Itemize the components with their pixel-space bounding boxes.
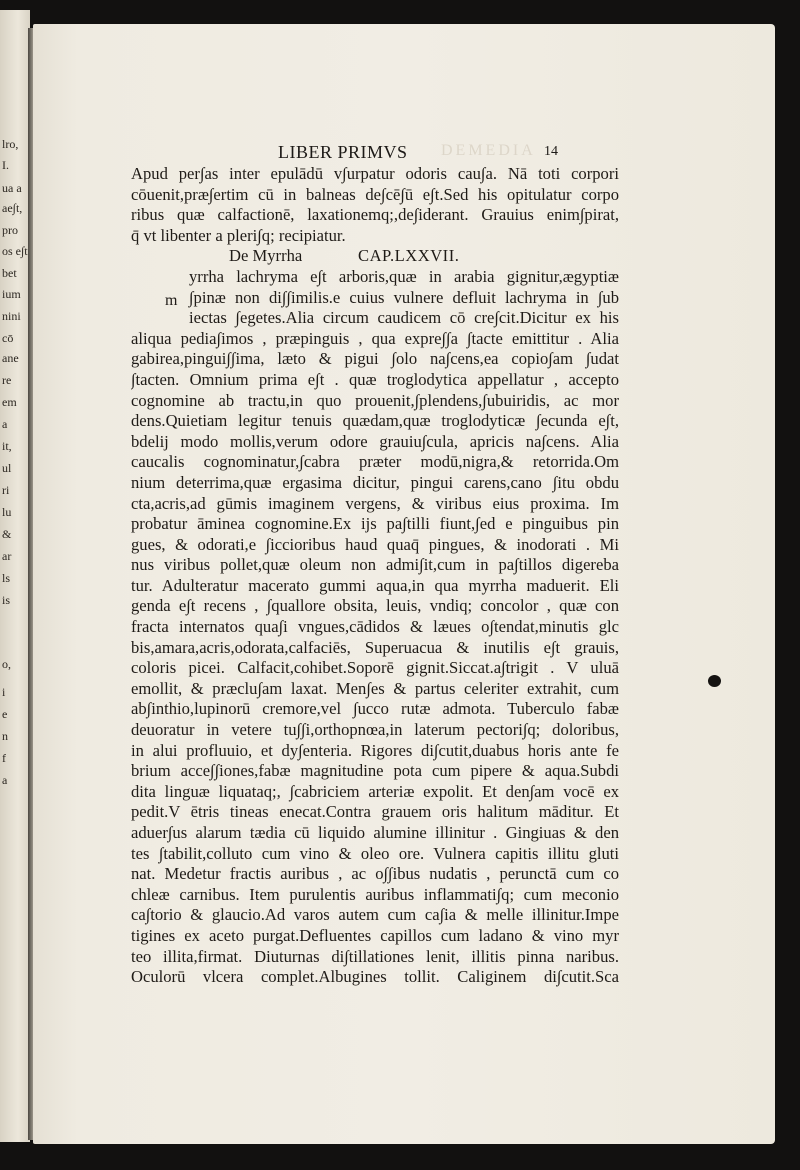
text-line: genda e∫t recens , ∫quallore obsita, leuis, vndiq; concolor , quæ con [131,596,619,616]
text-line: cognomine ab tractu,in quo prouenit,∫plendens,∫ubuiridis, ac mor [131,390,619,410]
text-line: tigines ex aceto purgat.Defluentes capillos cum ladano & vino myr [131,925,619,945]
facing-page-fragment: is [2,593,11,607]
text-line: q̄ vt libenter a pleri∫q; recipiatur. [131,225,346,245]
text-line: nus viribus pollet,quæ oleum non admi∫it,cum in pa∫tillos digereba [131,555,619,575]
text-line: bis,amara,acris,odorata,calfaciēs, Superuacua & inutilis e∫t grauis, [131,637,619,657]
facing-page-fragment: & [2,527,12,541]
text-line: deuoratur in vetere tu∫∫i,orthopnœa,in laterum pectori∫q; doloribus, [131,720,619,740]
text-line: iectas ∫egetes.Alia circum caudicem cō cre∫cit.Dicitur ex his [189,308,619,328]
facing-page-fragment: ls [2,571,11,585]
text-line: gabirea,pingui∫∫ima, læto & pigui ∫olo na∫cens,ea copio∫am ∫udat [131,349,619,369]
text-line: tes ∫tabilit,colluto cum vino & oleo ore. Vulnera capitis illitu gluti [131,843,619,863]
page-number: 14 [544,144,558,159]
chapter-heading [131,246,619,267]
text-line: coloris picei. Calfacit,cohibet.Soporē gignit.Siccat.a∫trigit . V uluā [131,658,619,678]
facing-page-fragment: ri [2,483,10,497]
text-line: ∫tacten. Omnium prima e∫t . quæ troglodytica appellatur , accepto [131,369,619,389]
facing-page-fragment: lro, [2,137,19,151]
facing-page-fragment: o, [2,657,11,671]
facing-page-fragment: bet [2,266,17,280]
text-line: chleæ carnibus. Item purulentis auribus inflammati∫q; cum meconio [131,884,619,904]
facing-page-fragment: ua a [2,181,22,195]
text-line: yrrha lachryma e∫t arboris,quæ in arabia gignitur,ægyptiæ [189,266,619,286]
text-line: pedit.V ētris tineas enecat.Contra grauem oris halitum māditur. Et [131,802,619,822]
ink-blot [708,675,721,687]
facing-page-fragment: em [2,395,17,409]
facing-page-fragment: lu [2,505,12,519]
text-line: ribus quæ calfactionē, laxationemq;,de∫iderant. Grauius enim∫pirat, [131,205,619,225]
text-line: fracta internatos qua∫i vngues,cādidos & læues o∫tendat,minutis glc [131,617,619,637]
text-line: dens.Quietiam legitur tenuis quædam,quæ troglodyticæ ∫ecunda e∫t, [131,411,619,431]
text-line: tur. Adulteratur macerato gummi aqua,in qua myrrha maduerit. Eli [131,575,619,595]
facing-page-fragment: n [2,729,8,743]
facing-page-edge [0,10,30,1142]
text-line: nat. Medetur fractis auribus , ac o∫∫ibus nudatis , perunctā cum co [131,864,619,884]
chapter-subject: De Myrrha [229,246,303,266]
facing-page-fragment: ane [2,351,19,365]
facing-page-fragment: ar [2,549,12,563]
text-line: ca∫torio & glaucio.Ad varos autem cum ca∫ia & melle illinitur.Impe [131,905,619,925]
text-line: emollit, & præclu∫am laxat. Men∫es & partus celeriter extrahit, cum [131,678,619,698]
text-line: ab∫inthio,lupinorū cremore,vel ∫ucco rutæ admota. Tuberculo fabæ [131,699,619,719]
text-line: cōuenit,præ∫ertim cū in balneas de∫cē∫ū e∫t.Sed his opitulatur corpo [131,184,619,204]
preceding-paragraph [131,164,619,246]
facing-page-fragment: os e∫t [2,244,28,258]
text-line: dita linguæ liquataq;, ∫cabriciem arteriæ expolit. Et den∫am vocē ex [131,781,619,801]
facing-page-fragment: ae∫t, [2,201,23,215]
text-line: caucalis cognominatur,∫cabra præter modū,nigra,& retorrida.Om [131,452,619,472]
text-line: Apud per∫as inter epulādū v∫urpatur odoris cau∫a. Nā toti corpori [131,164,619,183]
text-line: in alui profluuio, et dy∫enteria. Rigores di∫cutit,duabus horis ante fe [131,740,619,760]
facing-page-fragment: i [2,685,6,699]
book-page [33,24,775,1144]
facing-page-fragment: e [2,707,8,721]
facing-page-fragment: ium [2,287,21,301]
running-title: LIBER PRIMVS [278,142,408,162]
text-line: gues, & odorati,e ∫iccioribus haud quaq̄ pingues, & inodorati . Mi [131,534,619,554]
text-line: bdelij modo mollis,verum odore grauiu∫cula, apricis na∫cens. Alia [131,431,619,451]
text-line: teo illita,firmat. Diuturnas di∫tillationes lenit, illitis pinna naribus. [131,946,619,966]
facing-page-fragment: I. [2,158,9,172]
guide-letter: m [165,292,178,309]
chapter-body [131,267,619,988]
facing-page-fragment: ul [2,461,12,475]
text-line: ∫pinæ non di∫∫imilis.e cuius vulnere defluit lachryma in ∫ub [189,287,619,307]
facing-page-fragment: it, [2,439,12,453]
text-block [131,164,619,988]
text-line: aliqua pedia∫imos , præpinguis , qua expre∫∫a ∫tacte emittitur . Alia [131,328,619,348]
text-line: probatur āminea cognomine.Ex ijs pa∫tilli fiunt,∫ed e pinguibus pin [131,514,619,534]
facing-page-fragment: nini [2,309,21,323]
facing-page-fragment: pro [2,223,18,237]
text-line: cta,acris,ad gūmis imaginem vergens, & viribus eius proxima. Im [131,493,619,513]
facing-page-fragment: f [2,751,6,765]
chapter-number: CAP.LXXVII. [358,246,460,266]
text-line: nium deterrima,quæ ergasima dicitur, pingui carens,cano ∫itu obdu [131,472,619,492]
text-line: Oculorū vlcera complet.Albugines tollit. Caliginem di∫cutit.Sca [131,967,619,987]
show-through-text: DEMEDIA [441,142,536,159]
text-line: brium acce∫∫iones,fabæ magnitudine pota cum pipere & aqua.Subdi [131,761,619,781]
facing-page-fragment: cō [2,331,14,345]
facing-page-fragment: a [2,417,8,431]
facing-page-fragment: re [2,373,12,387]
text-line: aduer∫us alarum tædia cū liquido alumine illinitur . Gingiuas & den [131,823,619,842]
running-head [278,142,598,164]
facing-page-fragment: a [2,773,8,787]
